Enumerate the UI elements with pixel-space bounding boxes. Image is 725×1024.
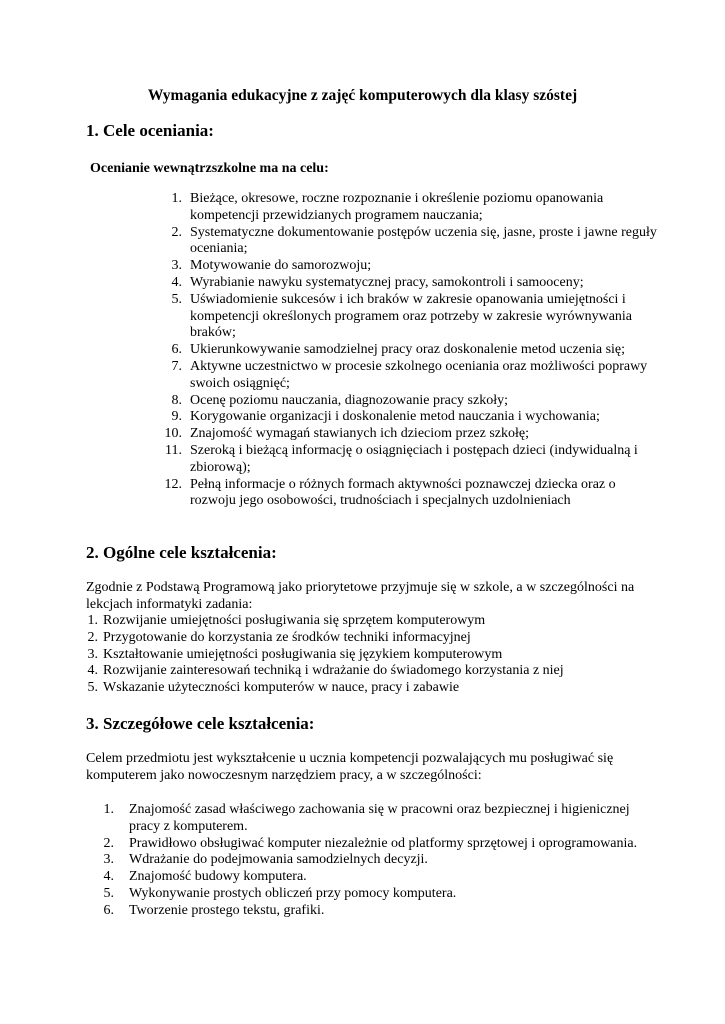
list-item-text: Uświadomienie sukcesów i ich braków w zakresie opanowania umiejętności i kompetencji określonych programem oraz potrzeby w zakresie wyrównywania braków; (190, 291, 633, 341)
list-item-number: 8. (171, 392, 182, 408)
list-item (160, 477, 660, 511)
list-item-text: Znajomość budowy komputera. (129, 869, 307, 885)
list-item-number: 5. (87, 680, 98, 696)
list-item-number: 9. (171, 409, 182, 425)
section-2-heading: 2. Ogólne cele kształcenia: (86, 543, 277, 562)
list-item-text: Rozwijanie umiejętności posługiwania się sprzętem komputerowym (103, 613, 486, 628)
list-item-text: Szeroką i bieżącą informację o osiągnięciach i postępach dzieci (indywidualną i zbiorową); (190, 442, 638, 475)
list-item-number: 3. (171, 258, 182, 274)
list-item-text: Ocenę poziomu nauczania, diagnozowanie pracy szkoły; (190, 392, 508, 408)
list-item-number: 6. (103, 902, 114, 918)
list-item-text: Pełną informacje o różnych formach aktywności poznawczej dziecka oraz o rozwoju jego osobowości, trudnościach i specjalnych uzdolnieniach (190, 476, 616, 509)
document-title: Wymagania edukacyjne z zajęć komputerowych dla klasy szóstej (147, 87, 578, 104)
list-item-number: 2. (171, 224, 182, 240)
list-item (160, 409, 660, 426)
list-item-number: 5. (171, 291, 182, 307)
list-item (160, 225, 660, 259)
list-item-text: Znajomość wymagań stawianych ich dzieciom przez szkołę; (190, 426, 529, 442)
list-item-text: Wyrabianie nawyku systematycznej pracy, samokontroli i samooceny; (190, 274, 584, 290)
list-item-number: 1. (103, 802, 114, 817)
list-item (100, 836, 660, 853)
list-item (100, 903, 660, 920)
list-item-text: Rozwijanie zainteresowań techniką i wdrażanie do świadomego korzystania z niej (103, 663, 564, 679)
list-item-number: 2. (103, 835, 114, 851)
list-item-number: 3. (103, 852, 114, 868)
list-item-number: 4. (87, 663, 98, 679)
list-item-text: Bieżące, okresowe, roczne rozpoznanie i określenie poziomu opanowania kompetencji przewidzianych programem nauczania; (190, 191, 604, 223)
list-item-number: 2. (87, 629, 98, 645)
list-item-number: 5. (103, 885, 114, 901)
list-item (100, 802, 660, 836)
list-item (86, 613, 656, 630)
list-item-number: 1. (87, 613, 98, 628)
list-item-text: Motywowanie do samorozwoju; (190, 258, 372, 274)
list-item-number: 4. (171, 274, 182, 290)
list-item-number: 3. (87, 646, 98, 662)
section-1-subheading: Ocenianie wewnątrzszkolne ma na celu: (90, 161, 329, 176)
section-3-heading: 3. Szczegółowe cele kształcenia: (86, 714, 315, 733)
list-item-text: Wskazanie użyteczności komputerów w nauce, pracy i zabawie (103, 680, 460, 696)
list-item (86, 647, 656, 664)
list-item-number: 11. (165, 442, 182, 458)
list-item (100, 852, 660, 869)
list-item (86, 630, 656, 647)
list-item-number: 1. (171, 191, 182, 206)
list-item-text: Aktywne uczestnictwo w procesie szkolnego oceniania oraz możliwości poprawy swoich osiągnięć; (190, 358, 648, 391)
section-2-list (86, 613, 656, 697)
list-item (160, 426, 660, 443)
list-item (160, 393, 660, 410)
list-item (160, 342, 660, 359)
list-item-text: Ukierunkowywanie samodzielnej pracy oraz doskonalenie metod uczenia się; (190, 342, 626, 358)
list-item (160, 292, 660, 342)
list-item-text: Wykonywanie prostych obliczeń przy pomocy komputera. (129, 885, 457, 901)
list-item-text: Korygowanie organizacji i doskonalenie metod nauczania i wychowania; (190, 409, 600, 425)
list-item-text: Prawidłowo obsługiwać komputer niezależnie od platformy sprzętowej i oprogramowania. (129, 835, 638, 851)
list-item (160, 359, 660, 393)
list-item (100, 886, 660, 903)
list-item (100, 869, 660, 886)
section-3-intro: Celem przedmiotu jest wykształcenie u ucznia kompetencji pozwalających mu posługiwać się komputerem jako nowoczesnym narzędziem pracy, a w szczególności: (86, 751, 614, 783)
list-item-text: Systematyczne dokumentowanie postępów uczenia się, jasne, proste i jawne reguły oceniania; (190, 224, 657, 257)
list-item (160, 275, 660, 292)
list-item-text: Przygotowanie do korzystania ze środków techniki informacyjnej (103, 629, 471, 645)
list-item-number: 6. (171, 342, 182, 358)
list-item-number: 7. (171, 358, 182, 374)
list-item (160, 443, 660, 477)
section-1-heading: 1. Cele oceniania: (86, 121, 214, 140)
list-item-text: Tworzenie prostego tekstu, grafiki. (129, 902, 325, 918)
list-item (86, 680, 656, 697)
list-item-text: Wdrażanie do podejmowania samodzielnych decyzji. (129, 852, 428, 868)
section-3-list (100, 802, 660, 920)
list-item-text: Znajomość zasad właściwego zachowania się w pracowni oraz bezpiecznej i higienicznej pracy z komputerem. (129, 802, 630, 834)
list-item-number: 4. (103, 869, 114, 885)
list-item (160, 258, 660, 275)
list-item-number: 12. (164, 476, 182, 492)
section-2-intro: Zgodnie z Podstawą Programową jako priorytetowe przyjmuje się w szkole, a w szczególności na lekcjach informatyki zadania: (86, 580, 635, 612)
list-item-text: Kształtowanie umiejętności posługiwania się językiem komputerowym (103, 646, 503, 662)
list-item-number: 10. (164, 426, 182, 442)
section-1-list (160, 191, 660, 510)
list-item (160, 191, 660, 225)
list-item (86, 663, 656, 680)
